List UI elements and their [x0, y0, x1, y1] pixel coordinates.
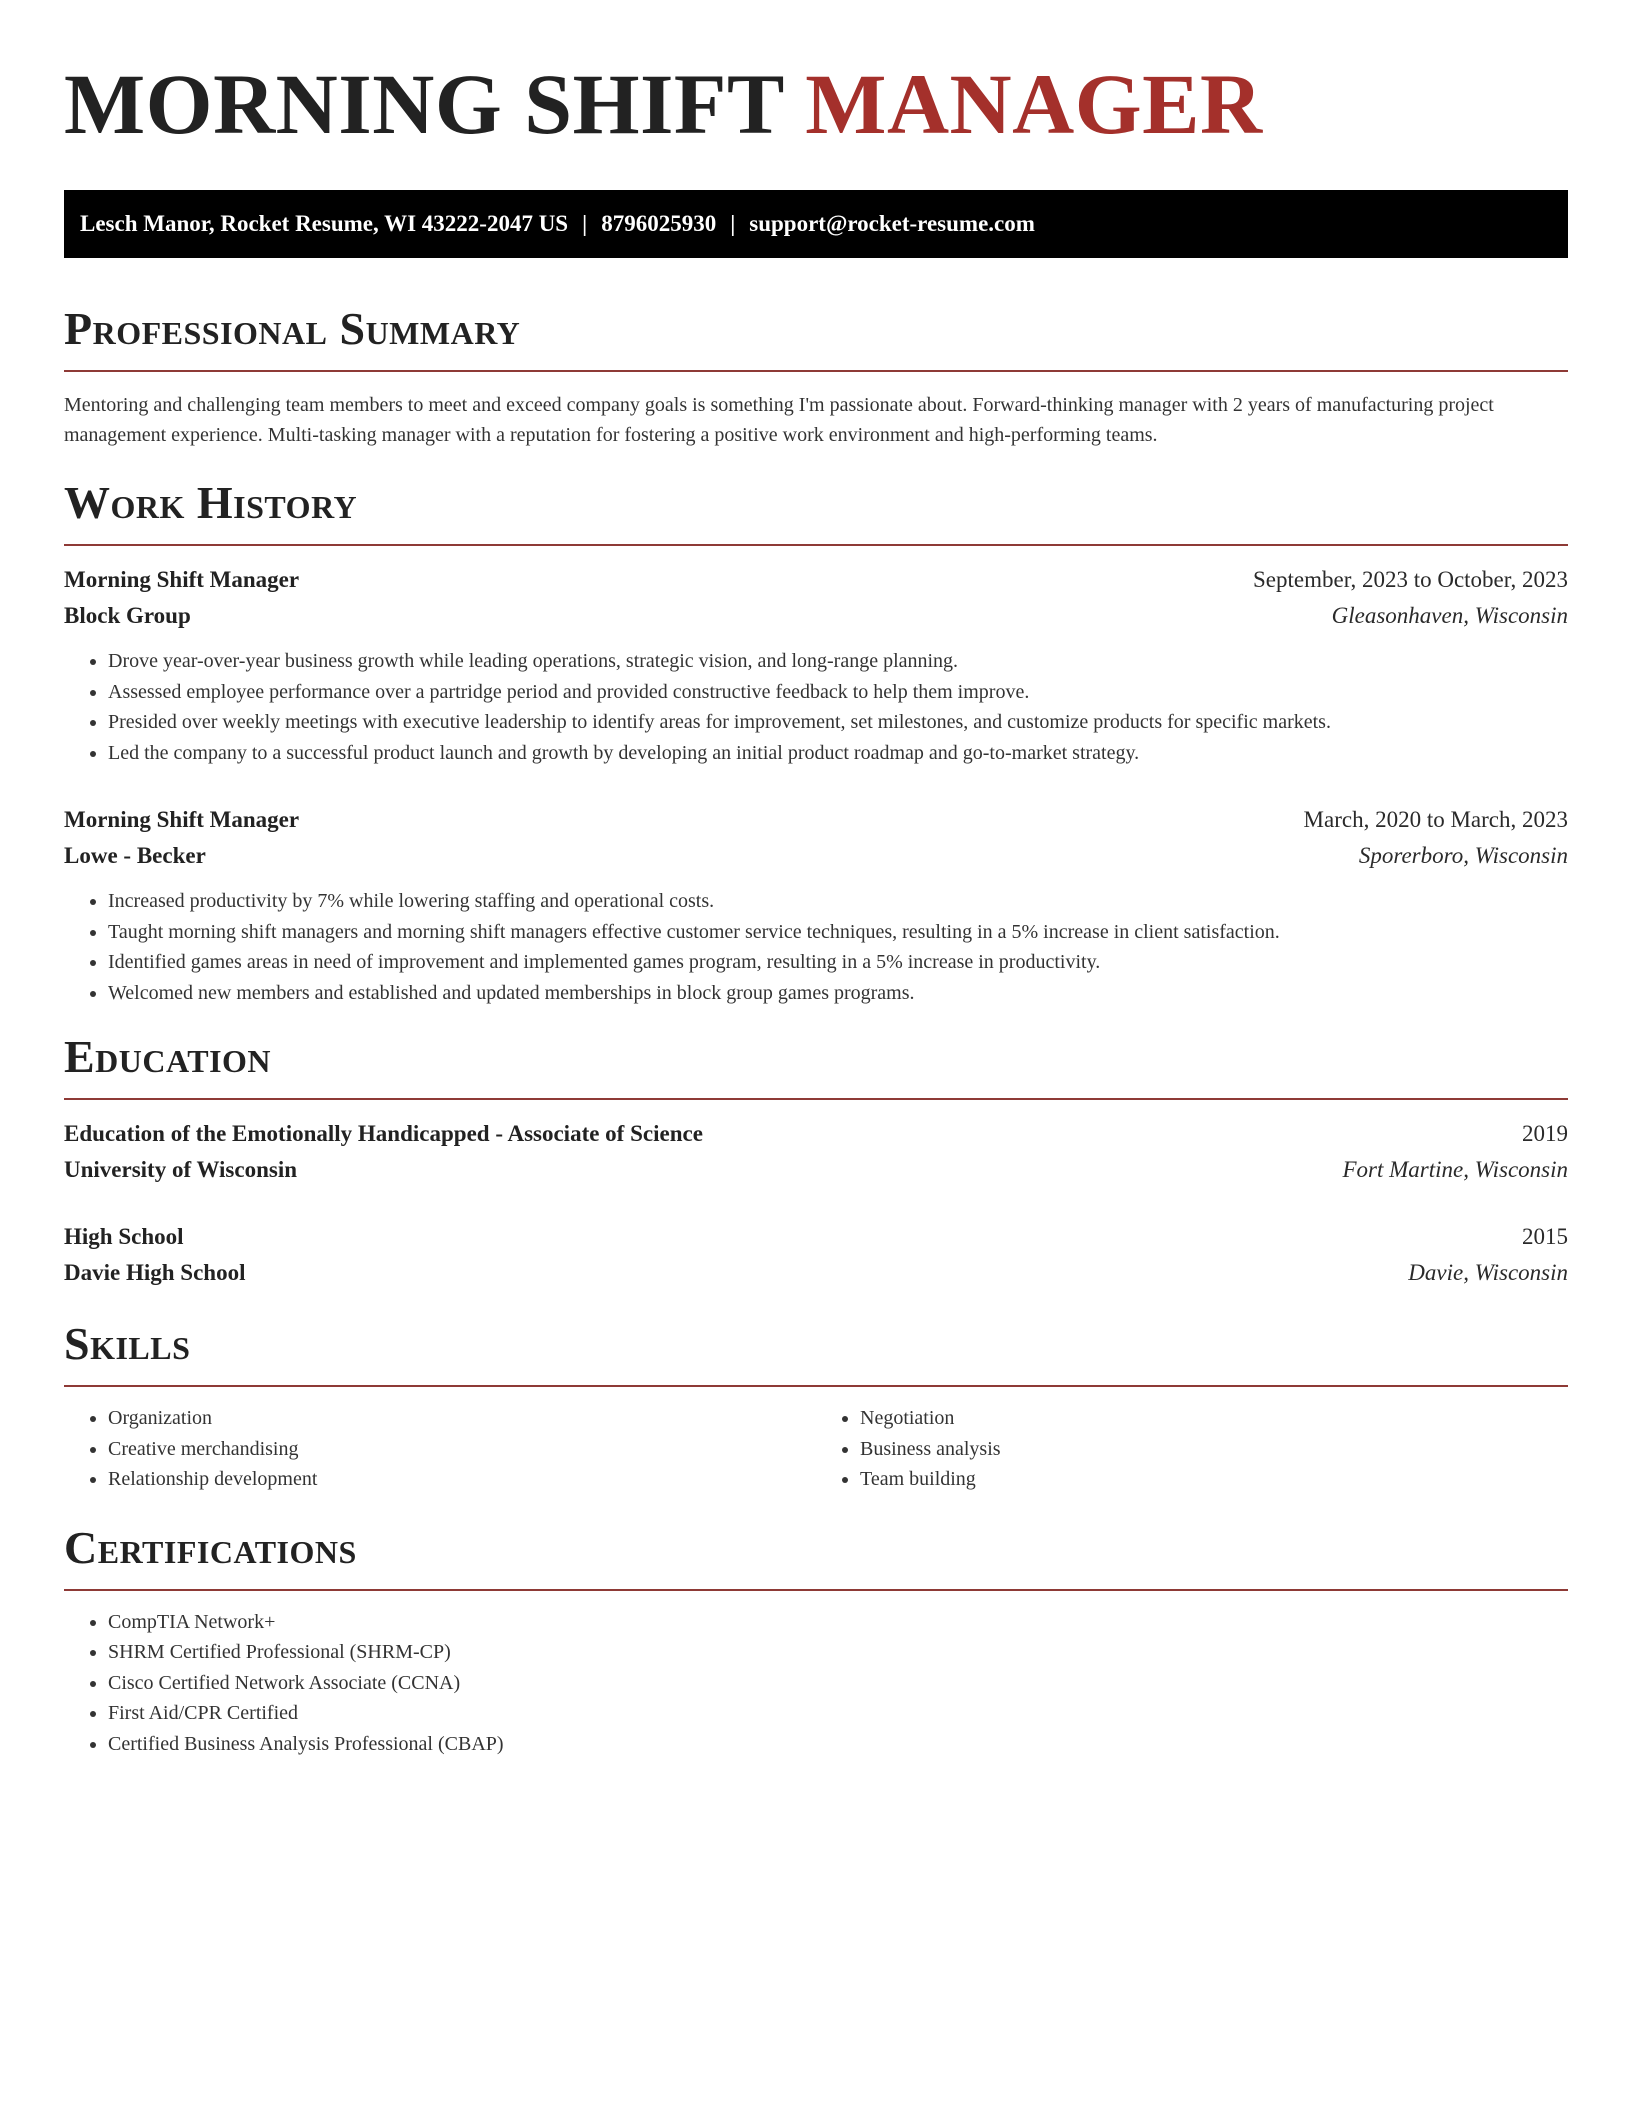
list-item: • Organization	[108, 1403, 816, 1434]
job-location: Sporerboro, Wisconsin	[1358, 843, 1568, 868]
contact-phone[interactable]: 8796025930	[601, 211, 717, 236]
list-item: • Assessed employee performance over a partridge period and provided constructive feedback to help them improve.	[108, 677, 1568, 708]
education-school: University of Wisconsin	[64, 1157, 298, 1182]
education-year: 2015	[1522, 1224, 1568, 1249]
education-school-row	[64, 1255, 1568, 1291]
list-item: • SHRM Certified Professional (SHRM-CP)	[108, 1637, 1568, 1668]
education-degree: High School	[64, 1224, 184, 1249]
job-header-row	[64, 802, 1568, 838]
section-divider	[64, 370, 1568, 372]
skills-grid	[64, 1403, 1568, 1495]
job-entry	[64, 562, 1568, 768]
section-divider	[64, 1589, 1568, 1591]
job-title: Morning Shift Manager	[64, 807, 300, 832]
education-heading: Education	[64, 1031, 272, 1082]
list-item: • Creative merchandising	[108, 1434, 816, 1465]
job-dates: March, 2020 to March, 2023	[1303, 807, 1568, 832]
list-item: • Taught morning shift managers and morning shift managers effective customer service techniques, resulting in a 5% increase in client satisfaction.	[108, 917, 1568, 948]
certifications-section	[64, 1521, 1568, 1760]
education-location: Davie, Wisconsin	[1408, 1260, 1568, 1285]
list-item: • Negotiation	[860, 1403, 1568, 1434]
job-dates: September, 2023 to October, 2023	[1253, 567, 1568, 592]
education-year: 2019	[1522, 1121, 1568, 1146]
list-item: • Team building	[860, 1464, 1568, 1495]
contact-address: Lesch Manor, Rocket Resume, WI 43222-2047 US	[80, 211, 569, 236]
education-entry	[64, 1219, 1568, 1291]
list-item: • Welcomed new members and established and updated memberships in block group games programs.	[108, 978, 1568, 1009]
list-item: • Certified Business Analysis Professional (CBAP)	[108, 1729, 1568, 1760]
title-main: MORNING SHIFT	[64, 56, 784, 152]
summary-section	[64, 302, 1568, 450]
education-entry	[64, 1116, 1568, 1188]
job-header-row	[64, 562, 1568, 598]
contact-email[interactable]: support@rocket-resume.com	[749, 211, 1035, 236]
list-item: • First Aid/CPR Certified	[108, 1698, 1568, 1729]
certifications-heading: Certifications	[64, 1521, 357, 1573]
list-item: • Business analysis	[860, 1434, 1568, 1465]
skills-list-right	[816, 1403, 1568, 1495]
list-item: • Identified games areas in need of improvement and implemented games program, resulting in a 5% increase in productivity.	[108, 947, 1568, 978]
contact-bar	[64, 190, 1568, 258]
skills-heading: Skills	[64, 1318, 191, 1369]
list-item: • Relationship development	[108, 1464, 816, 1495]
contact-separator: |	[730, 211, 736, 236]
job-bullets	[64, 886, 1568, 1008]
list-item: • Cisco Certified Network Associate (CCNA)	[108, 1668, 1568, 1699]
skills-section	[64, 1317, 1568, 1495]
work-history-section	[64, 476, 1568, 1008]
education-header-row	[64, 1219, 1568, 1255]
contact-separator: |	[582, 211, 588, 236]
job-company-row	[64, 838, 1568, 874]
section-divider	[64, 1385, 1568, 1387]
list-item: • Increased productivity by 7% while lowering staffing and operational costs.	[108, 886, 1568, 917]
title-accent: MANAGER	[805, 56, 1263, 152]
job-location: Gleasonhaven, Wisconsin	[1331, 603, 1568, 628]
section-divider	[64, 1098, 1568, 1100]
job-company: Lowe - Becker	[64, 843, 206, 868]
education-school-row	[64, 1152, 1568, 1188]
list-item: • Drove year-over-year business growth while leading operations, strategic vision, and long-range planning.	[108, 646, 1568, 677]
work-history-heading: Work History	[64, 477, 358, 528]
education-header-row	[64, 1116, 1568, 1152]
summary-text: Mentoring and challenging team members to meet and exceed company goals is something I'm passionate about. Forward-thinking manager with 2 years of manufacturing project management experience. Multi-tasking manager with a reputation for fostering a positive work environment and high-performing teams.	[64, 394, 1494, 446]
job-title: Morning Shift Manager	[64, 567, 300, 592]
section-divider	[64, 544, 1568, 546]
list-item: • CompTIA Network+	[108, 1607, 1568, 1638]
education-location: Fort Martine, Wisconsin	[1342, 1157, 1568, 1182]
resume-title	[64, 56, 1568, 152]
job-company: Block Group	[64, 603, 191, 628]
job-entry	[64, 802, 1568, 1008]
certifications-list	[64, 1607, 1568, 1760]
list-item: • Led the company to a successful product launch and growth by developing an initial product roadmap and go-to-market strategy.	[108, 738, 1568, 769]
skills-list-left	[64, 1403, 816, 1495]
summary-heading: Professional Summary	[64, 303, 521, 354]
education-section	[64, 1030, 1568, 1291]
job-bullets	[64, 646, 1568, 768]
education-degree: Education of the Emotionally Handicapped - Associate of Science	[64, 1121, 703, 1146]
education-school: Davie High School	[64, 1260, 246, 1285]
list-item: • Presided over weekly meetings with executive leadership to identify areas for improvement, set milestones, and customize products for specific markets.	[108, 707, 1568, 738]
job-company-row	[64, 598, 1568, 634]
